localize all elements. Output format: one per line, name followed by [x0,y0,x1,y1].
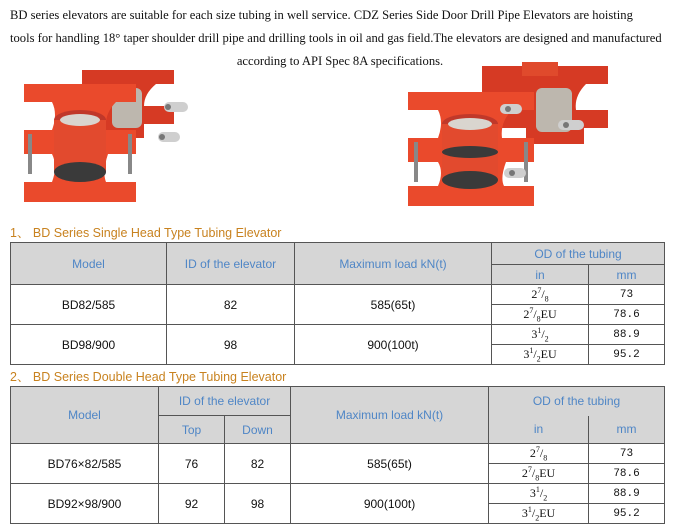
model-cell: BD92×98/900 [11,484,159,524]
top-cell: 76 [159,444,225,484]
size-mm-cell: 88.9 [589,484,665,504]
size-mm-cell: 78.6 [589,305,665,325]
header-id: ID of the elevator [167,243,295,285]
size-in-cell: $2^7/_8$ [492,285,589,305]
load-cell: 900(100t) [291,484,489,524]
header-od: OD of the tubing [492,243,665,265]
table2-title: 2、 BD Series Double Head Type Tubing Elevator [10,370,287,384]
size-mm-cell: 95.2 [589,345,665,365]
header-mm: mm [589,265,665,285]
header-in: in [492,265,589,285]
header-id: ID of the elevator [159,387,291,416]
header-in: in [489,416,589,444]
load-cell: 585(65t) [295,285,492,325]
size-in-cell: $3^1/_2$ [489,484,589,504]
header-od: OD of the tubing [489,387,665,416]
model-cell: BD98/900 [11,325,167,365]
header-mm: mm [589,416,665,444]
size-mm-cell: 78.6 [589,464,665,484]
single-head-spec-table [10,242,665,365]
load-cell: 900(100t) [295,325,492,365]
table1-title: 1、 BD Series Single Head Type Tubing Elevator [10,226,282,240]
id-cell: 82 [167,285,295,325]
header-load: Maximum load kN(t) [291,387,489,444]
size-in-cell: $2^7/_8EU$ [489,464,589,484]
size-in-cell: $3^1/_2$ [492,325,589,345]
size-in-cell: $2^7/_8$ [489,444,589,464]
size-mm-cell: 73 [589,444,665,464]
double-head-tubing-elevator-photo [408,62,644,212]
size-mm-cell: 88.9 [589,325,665,345]
header-model: Model [11,387,159,444]
intro-line-3: according to API Spec 8A specifications. [236,54,444,68]
header-model: Model [11,243,167,285]
header-top: Top [159,416,225,444]
header-load: Maximum load kN(t) [295,243,492,285]
top-cell: 92 [159,484,225,524]
down-cell: 98 [225,484,291,524]
single-head-tubing-elevator-photo [24,62,224,212]
down-cell: 82 [225,444,291,484]
size-in-cell: $3^1/_2EU$ [492,345,589,365]
intro-line-2: tools for handling 18° taper shoulder drill pipe and drilling tools in oil and gas field.The elevators are designed and manufactured [10,31,662,45]
size-mm-cell: 95.2 [589,504,665,524]
size-in-cell: $3^1/_2EU$ [489,504,589,524]
header-down: Down [225,416,291,444]
id-cell: 98 [167,325,295,365]
size-mm-cell: 73 [589,285,665,305]
model-cell: BD82/585 [11,285,167,325]
model-cell: BD76×82/585 [11,444,159,484]
load-cell: 585(65t) [291,444,489,484]
intro-line-1: BD series elevators are suitable for each size tubing in well service. CDZ Series Side Door Drill Pipe Elevators are hoisting [10,8,633,22]
double-head-spec-table [10,386,665,524]
size-in-cell: $2^7/_8EU$ [492,305,589,325]
